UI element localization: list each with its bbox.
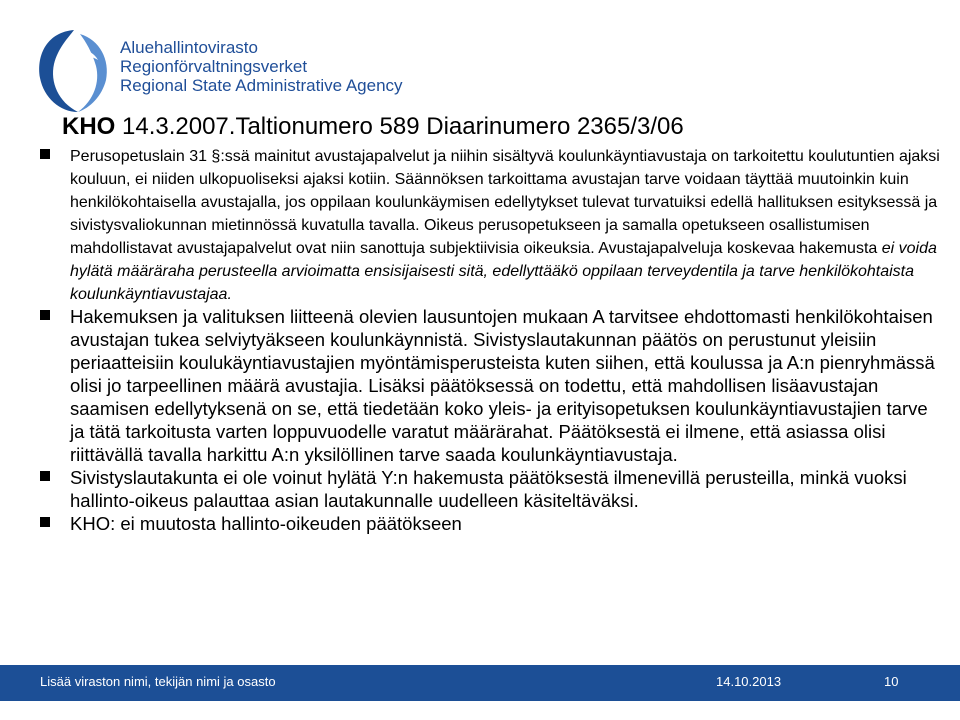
bullet-square-icon	[40, 517, 50, 527]
bullet-item-2	[40, 305, 940, 466]
footer-author: Lisää viraston nimi, tekijän nimi ja osasto	[40, 674, 276, 689]
bullet-4-text: KHO: ei muutosta hallinto-oikeuden päätökseen	[70, 513, 462, 534]
agency-name-fi: Aluehallintovirasto	[120, 38, 258, 57]
agency-logo	[34, 26, 114, 116]
footer-date: 14.10.2013	[716, 674, 782, 689]
bullet-square-icon	[40, 149, 50, 159]
slide-content	[40, 144, 940, 535]
bullet-item-3	[40, 466, 940, 512]
agency-name-sv: Regionförvaltningsverket	[120, 57, 308, 76]
bullet-item-1	[40, 144, 940, 305]
bullet-square-icon	[40, 471, 50, 481]
title-rest: 14.3.2007.Taltionumero 589 Diaarinumero 2365/3/06	[115, 113, 684, 140]
bullet-2-text: Hakemuksen ja valituksen liitteenä olevien lausuntojen mukaan A tarvitsee ehdottomasti henkilökohtaisen avustajan tukea selviytyäkseen koulunkäynnistä. Sivistyslautakunnan päätös on perustunut yleisiin periaatteisiin koulukäyntiavustajien myöntämisperusteista kuten siihen, että koulussa ja A:n pienryhmässä olisi jo tarpeellinen määrä avustajia. Lisäksi päätöksessä on todettu, että mahdollisen lisäavustajan saamisen edellytyksenä on se, että tiedetään koko yleis- ja erityisopetuksen koulunkäyntiavustajien tarve ja tätä tarkoitusta varten loppuvuodelle varatut määrärahat. Päätöksestä ei ilmene, että asiassa olisi riittävällä tavalla harkittu A:n yksilöllinen tarve saada koulunkäyntiavustaja.	[70, 306, 935, 465]
slide-title	[62, 112, 684, 142]
title-prefix: KHO	[62, 113, 116, 140]
agency-name-en: Regional State Administrative Agency	[120, 76, 403, 95]
bullet-square-icon	[40, 310, 50, 320]
bullet-3-text: Sivistyslautakunta ei ole voinut hylätä Y:n hakemusta päätöksestä ilmenevillä perusteilla, minkä vuoksi hallinto-oikeus palauttaa asian lautakunnalle uudelleen käsiteltäväksi.	[70, 467, 907, 511]
bullet-1-text: Perusopetuslain 31 §:ssä mainitut avustajapalvelut ja niihin sisältyvä koulunkäyntiavustaja on tarkoitettu koulutuntien ajaksi kouluun, ei niiden ulkopuoliseksi ajaksi kotiin. Säännöksen tarkoittama avustajan tarve voidaan täyttää muutoinkin kuin henkilökohtaisella avustajalla, jos oppilaan koulunkäymisen edellytykset tulevat turvatuiksi edellä hallituksen esityksessä ja sivistysvaliokunnan mietinnössä kuvatulla tavalla. Oikeus perusopetukseen ja samalla opetukseen osallistumisen mahdollistavat avustajapalvelut ovat niin sanottuja subjektiivisia oikeuksia. Avustajapalveluja koskevaa hakemusta	[70, 148, 940, 257]
footer-bar	[0, 665, 960, 701]
agency-name	[120, 38, 403, 95]
bullet-item-4	[40, 512, 940, 535]
bullet-1-italic-text: ei voida hylätä määräraha perusteella arvioimatta ensisijaisesti sitä, edellyttääkö oppilaan terveydentila ja tarve henkilökohtaista koulunkäyntiavustajaa.	[70, 240, 937, 303]
page-number: 10	[884, 674, 899, 689]
